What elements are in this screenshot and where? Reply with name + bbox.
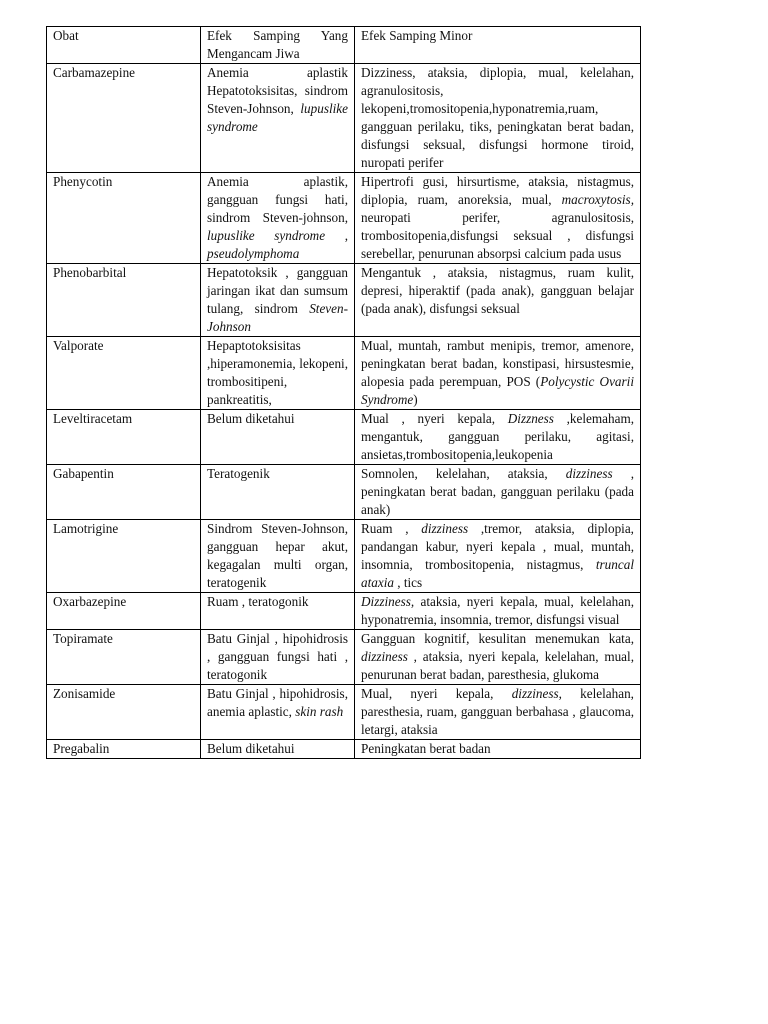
table-header-row <box>47 27 641 64</box>
italic-term: pseudolymphoma <box>207 246 300 261</box>
drug-name: Phenobarbital <box>47 264 201 337</box>
table-row <box>47 685 641 740</box>
life-threatening-effects <box>201 685 355 740</box>
cell-paragraph <box>207 520 348 592</box>
table-row <box>47 337 641 410</box>
italic-term: truncal ataxia <box>361 557 634 590</box>
header-life-threatening: Efek Samping Yang Mengancam Jiwa <box>201 27 355 64</box>
cell-paragraph <box>207 64 348 82</box>
minor-effects <box>355 593 641 630</box>
table-row <box>47 630 641 685</box>
italic-term: Steven-Johnson <box>207 301 348 334</box>
life-threatening-effects <box>201 64 355 173</box>
cell-text: ,tremor, ataksia, diplopia, pandangan kabur, nyeri kepala , mual, muntah, insomnia, trombositopenia, nistagmus, <box>361 521 634 572</box>
cell-text: Hepatotoksik , gangguan jaringan ikat dan sumsum tulang, sindrom <box>207 265 348 316</box>
minor-effects <box>355 410 641 465</box>
cell-paragraph <box>361 520 634 592</box>
minor-effects <box>355 337 641 410</box>
cell-text: Mual , nyeri kepala, <box>361 411 508 426</box>
life-threatening-effects <box>201 173 355 264</box>
cell-text: Somnolen, kelelahan, ataksia, <box>361 466 566 481</box>
cell-paragraph <box>361 410 634 464</box>
cell-text: Hipertrofi gusi, hirsurtisme, ataksia, nistagmus, diplopia, ruam, anoreksia, mual, <box>361 174 634 207</box>
cell-text: neuropati perifer, agranulositosis, trombositopenia,disfungsi seksual , disfungsi serebellar, penurunan absorpsi calcium pada usus <box>361 210 634 261</box>
cell-text: ) <box>413 392 418 407</box>
italic-term: dizziness <box>361 649 408 664</box>
cell-text: Anemia aplastik <box>207 65 348 80</box>
italic-term: lupuslike syndrome <box>207 228 326 243</box>
cell-text: Hepatotoksisitas, sindrom Steven-Johnson, <box>207 83 348 116</box>
cell-text: Anemia aplastik, gangguan fungsi hati, sindrom Steven-johnson, <box>207 174 348 225</box>
cell-text: Batu Ginjal , hipohidrosis , gangguan fungsi hati , teratogonik <box>207 631 348 682</box>
table-row <box>47 740 641 759</box>
table-row <box>47 593 641 630</box>
table-row <box>47 465 641 520</box>
minor-effects <box>355 520 641 593</box>
italic-term: lupuslike syndrome <box>207 101 348 134</box>
table-row <box>47 173 641 264</box>
header-minor: Efek Samping Minor <box>355 27 641 64</box>
italic-term: dizziness <box>421 521 469 536</box>
table-row <box>47 64 641 173</box>
cell-text: Teratogenik <box>207 466 270 481</box>
drug-name: Valporate <box>47 337 201 410</box>
table-row <box>47 520 641 593</box>
cell-paragraph <box>361 64 634 172</box>
minor-effects <box>355 173 641 264</box>
cell-text: , ataksia, nyeri kepala, kelelahan, mual, penurunan berat badan, paresthesia, glukoma <box>361 649 634 682</box>
antiepileptic-side-effects-table <box>46 26 641 759</box>
cell-paragraph <box>361 740 634 758</box>
cell-text: Mual, nyeri kepala, <box>361 686 512 701</box>
cell-paragraph <box>207 740 348 758</box>
cell-text: Hepaptotoksisitas ,hiperamonemia, lekopeni, trombositipeni, pankreatitis, <box>207 338 348 407</box>
cell-paragraph <box>361 173 634 263</box>
minor-effects <box>355 64 641 173</box>
cell-text: Belum diketahui <box>207 411 295 426</box>
italic-term: dizziness <box>511 686 559 701</box>
italic-term: skin rash <box>295 704 344 719</box>
life-threatening-effects <box>201 337 355 410</box>
drug-name: Carbamazepine <box>47 64 201 173</box>
cell-text: Ruam , <box>361 521 422 536</box>
cell-paragraph <box>207 82 348 136</box>
cell-text: Gangguan kognitif, kesulitan menemukan kata, <box>361 631 634 646</box>
cell-text: , kelelahan, paresthesia, ruam, gangguan berbahasa , glaucoma, letargi, ataksia <box>361 686 634 737</box>
cell-text: Ruam , teratogonik <box>207 594 309 609</box>
cell-paragraph <box>361 685 634 739</box>
life-threatening-effects <box>201 410 355 465</box>
cell-paragraph <box>361 264 634 318</box>
cell-paragraph <box>207 593 348 611</box>
cell-text: ,kelemaham, mengantuk, gangguan perilaku, agitasi, ansietas,trombositopenia,leukopenia <box>361 411 634 462</box>
cell-text: Mengantuk , ataksia, nistagmus, ruam kulit, depresi, hiperaktif (pada anak), gangguan belajar (pada anak), disfungsi seksual <box>361 265 634 316</box>
table-row <box>47 410 641 465</box>
life-threatening-effects <box>201 593 355 630</box>
cell-text: , tics <box>393 575 423 590</box>
cell-text: Peningkatan berat badan <box>361 741 491 756</box>
life-threatening-effects <box>201 740 355 759</box>
life-threatening-effects <box>201 630 355 685</box>
cell-text: , <box>325 228 348 243</box>
italic-term: dizziness <box>565 466 613 481</box>
cell-paragraph <box>207 264 348 336</box>
italic-term: Polycystic Ovarii Syndrome <box>361 374 634 407</box>
cell-text: Batu Ginjal , hipohidrosis, anemia aplastic, <box>207 686 348 719</box>
cell-paragraph <box>361 465 634 519</box>
drug-name: Zonisamide <box>47 685 201 740</box>
cell-text: Sindrom Steven-Johnson, gangguan hepar akut, kegagalan multi organ, teratogenik <box>207 521 348 590</box>
minor-effects <box>355 685 641 740</box>
cell-text: Belum diketahui <box>207 741 295 756</box>
life-threatening-effects <box>201 520 355 593</box>
cell-paragraph <box>361 337 634 409</box>
drug-name: Topiramate <box>47 630 201 685</box>
minor-effects <box>355 264 641 337</box>
drug-name: Oxarbazepine <box>47 593 201 630</box>
drug-name: Lamotrigine <box>47 520 201 593</box>
cell-paragraph <box>207 630 348 684</box>
minor-effects <box>355 630 641 685</box>
life-threatening-effects <box>201 264 355 337</box>
italic-term: Dizzness <box>507 411 554 426</box>
cell-paragraph <box>207 685 348 721</box>
cell-text: Mual, muntah, rambut menipis, tremor, amenore, peningkatan berat badan, konstipasi, hirsustesmie, alopesia pada perempuan, POS ( <box>361 338 634 389</box>
italic-term: macroxytosis, <box>561 192 634 207</box>
minor-effects <box>355 465 641 520</box>
minor-effects <box>355 740 641 759</box>
cell-text: Dizziness, ataksia, diplopia, mual, kelelahan, agranulositosis, lekopeni,tromositopenia,hyponatremia,ruam, gangguan perilaku, tiks, peningkatan berat badan, disfungsi seksual, disfungsi hormone tiroid, nuropati perifer <box>361 65 634 170</box>
drug-name: Leveltiracetam <box>47 410 201 465</box>
table-row <box>47 264 641 337</box>
cell-text: , peningkatan berat badan, gangguan perilaku (pada anak) <box>361 466 635 517</box>
cell-paragraph <box>207 465 348 483</box>
life-threatening-effects <box>201 465 355 520</box>
cell-paragraph <box>361 593 634 629</box>
drug-name: Gabapentin <box>47 465 201 520</box>
drug-name: Pregabalin <box>47 740 201 759</box>
cell-paragraph <box>207 337 348 409</box>
cell-text: ataksia, nyeri kepala, mual, kelelahan, hyponatremia, insomnia, tremor, disfungsi visual <box>361 594 634 627</box>
cell-paragraph <box>361 630 634 684</box>
table-body <box>47 64 641 759</box>
cell-paragraph <box>207 173 348 263</box>
drug-name: Phenycotin <box>47 173 201 264</box>
italic-term: Dizziness, <box>361 594 415 609</box>
header-drug: Obat <box>47 27 201 64</box>
cell-paragraph <box>207 410 348 428</box>
